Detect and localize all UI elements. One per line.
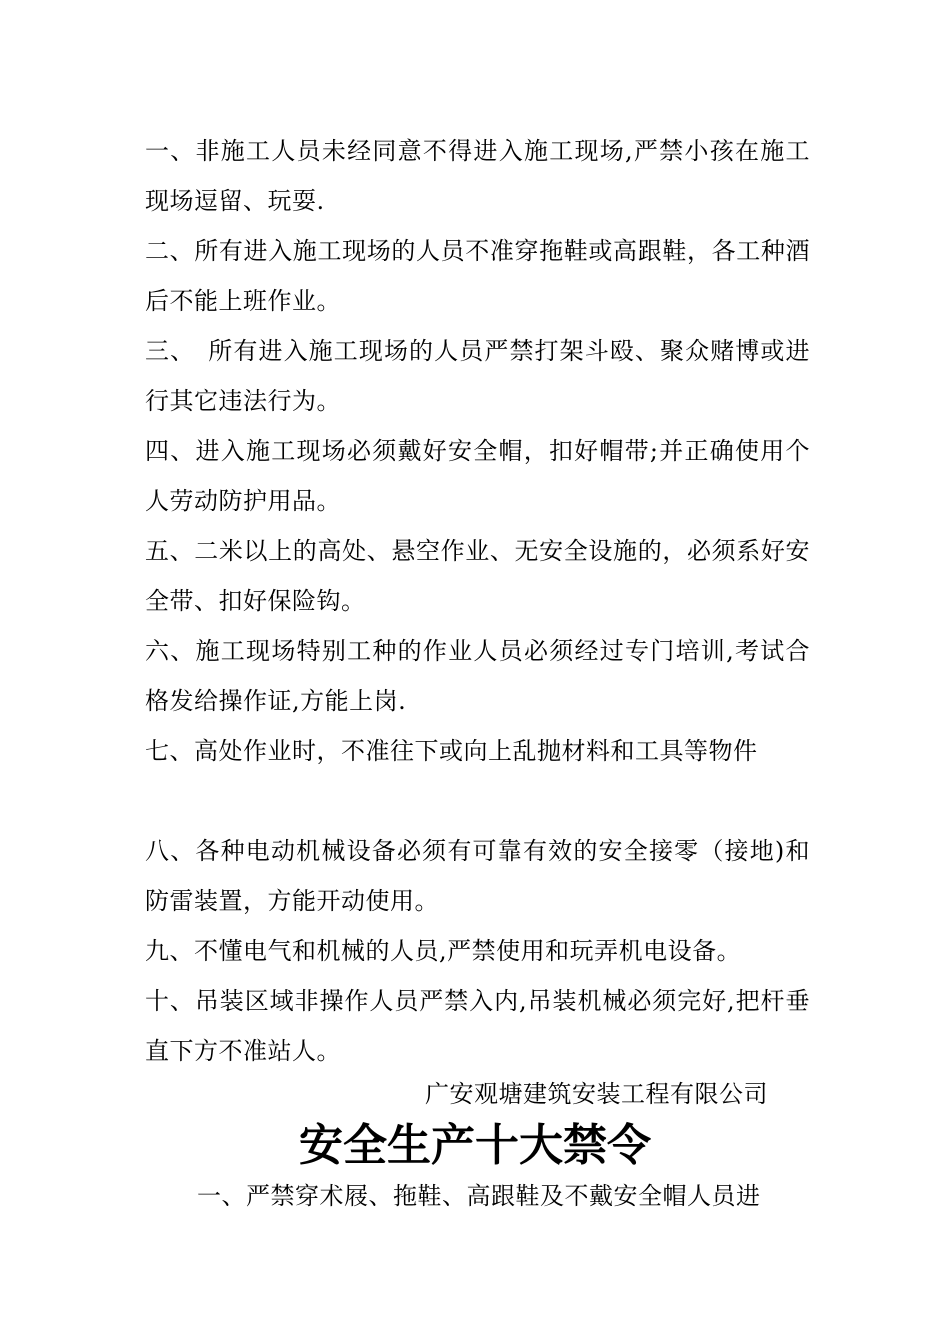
- rule-item-8: 八、各种电动机械设备必须有可靠有效的安全接零（接地)和防雷装置，方能开动使用。: [145, 837, 810, 915]
- rule-item-3: 三、 所有进入施工现场的人员严禁打架斗殴、聚众赌博或进行其它违法行为。: [145, 337, 810, 415]
- rule-item-4: 四、进入施工现场必须戴好安全帽，扣好帽带;并正确使用个人劳动防护用品。: [145, 437, 810, 515]
- rule-item-6: 六、施工现场特别工种的作业人员必须经过专门培训,考试合格发给操作证,方能上岗.: [145, 637, 810, 715]
- rule-item-7: 七、高处作业时，不准往下或向上乱抛材料和工具等物件: [145, 737, 758, 765]
- rule-item-9: 九、不懂电气和机械的人员,严禁使用和玩弄机电设备。: [145, 937, 742, 965]
- rule-item-5: 五、二米以上的高处、悬空作业、无安全设施的，必须系好安全带、扣好保险钩。: [145, 537, 810, 615]
- rule-item-2: 二、所有进入施工现场的人员不准穿拖鞋或高跟鞋，各工种酒后不能上班作业。: [145, 237, 810, 315]
- prohibition-item-1: 一、严禁穿术屐、拖鞋、高跟鞋及不戴安全帽人员进: [197, 1182, 761, 1210]
- company-name: 广安观塘建筑安装工程有限公司: [425, 1080, 768, 1108]
- safety-rules-list: [145, 126, 810, 1076]
- section-title: 安全生产十大禁令: [299, 1120, 651, 1171]
- rule-item-1: 一、非施工人员未经同意不得进入施工现场,严禁小孩在施工现场逗留、玩耍.: [145, 137, 810, 215]
- rule-item-10: 十、吊装区域非操作人员严禁入内,吊装机械必须完好,把杆垂直下方不准站人。: [145, 987, 810, 1065]
